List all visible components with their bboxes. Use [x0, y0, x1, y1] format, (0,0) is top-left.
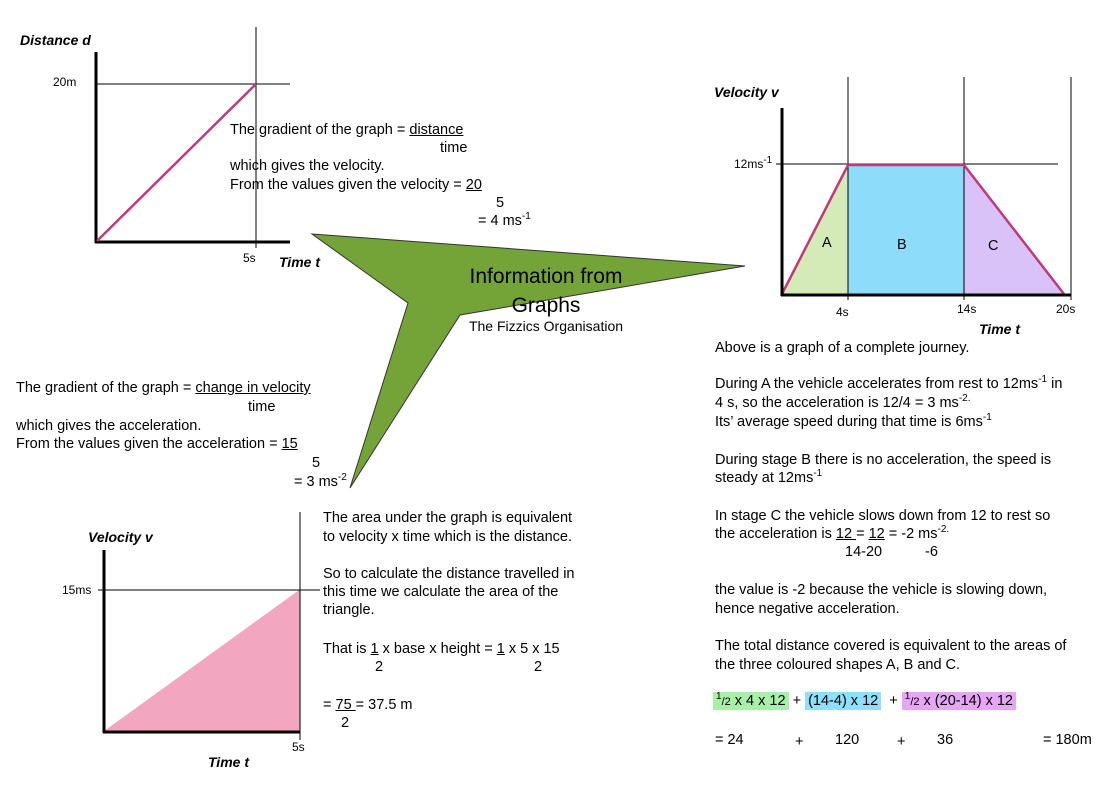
text3-p2c: triangle.: [323, 602, 375, 618]
text4-p3-line2: the acceleration is 12 = 12 = -2 $ms^{-2.}$: [715, 524, 950, 542]
text3-p2b: this time we calculate the area of the: [323, 584, 559, 600]
text4-p3-line1: In stage C the vehicle slows down from 12 to rest so: [715, 508, 1051, 524]
text3-denominator-a: 2: [375, 659, 384, 675]
text2-result: = 3 $ms^{-2}$: [294, 472, 347, 490]
text4-p1-line2: 4 s, so the acceleration is 12/4 = 3 $ms^{-2.}$: [715, 393, 971, 411]
result-total: = 180m: [1043, 732, 1092, 748]
term-c: $^1$/2 x (20-14) x 12: [902, 692, 1016, 710]
result-plus-2: +: [897, 734, 906, 750]
text1-line1: The gradient of the graph = distance: [230, 122, 464, 138]
term-a: $^1$/2 x 4 x 12: [713, 692, 789, 710]
region-c-label: C: [988, 238, 999, 254]
graph3-y-axis-label: Velocity v: [714, 84, 779, 100]
title-line-1: Information from: [469, 265, 623, 288]
title-line-2: Graphs: [511, 294, 581, 317]
text4-p2-line1: During stage B there is no acceleration, the speed is: [715, 452, 1052, 468]
region-b: [848, 165, 964, 294]
text4-p5-line1: The total distance covered is equivalent to the areas of: [715, 638, 1067, 654]
text4-denominator-b: -6: [925, 544, 938, 560]
plus-1: +: [792, 693, 802, 709]
graph1-y-tick: 20m: [53, 75, 77, 89]
result-2: 120: [835, 732, 860, 748]
term-b: (14-4) x 12: [805, 692, 881, 710]
text1-denominator2: 5: [496, 195, 505, 211]
text1-denominator: time: [440, 140, 468, 156]
graph2-x-tick: 5s: [292, 740, 305, 754]
graph3-x-tick-2: 14s: [957, 302, 977, 316]
text2-denominator: time: [248, 399, 276, 415]
text4-p4-line1: the value is -2 because the vehicle is slowing down,: [715, 582, 1048, 598]
text1-line3: From the values given the velocity = 20: [230, 177, 482, 193]
text4-p0: Above is a graph of a complete journey.: [715, 340, 970, 356]
graph3-y-tick: $12ms^{-1}$: [734, 155, 773, 171]
result-plus-1: +: [795, 734, 804, 750]
result-1: = 24: [715, 732, 744, 748]
text1-line2: which gives the velocity.: [230, 158, 385, 174]
graph2-y-tick: 15ms: [62, 583, 92, 597]
text2-line1: The gradient of the graph = change in velocity: [16, 380, 311, 396]
graph1-x-axis-label: Time t: [279, 254, 320, 270]
text3-denominator-c: 2: [341, 715, 350, 731]
region-b-label: B: [897, 237, 907, 253]
text2-line3: From the values given the acceleration = 15: [16, 436, 298, 452]
text2-denominator2: 5: [312, 455, 321, 471]
velocity-triangle-graph: [98, 512, 320, 740]
text3-p1b: to velocity x time which is the distance.: [323, 529, 573, 545]
text4-denominator-a: 14-20: [845, 544, 883, 560]
text4-p1-line1: During A the vehicle accelerates from rest to $12ms^{-1}$ in: [715, 374, 1063, 392]
text4-p4-line2: hence negative acceleration.: [715, 601, 900, 617]
text4-p5-line2: the three coloured shapes A, B and C.: [715, 657, 961, 673]
journey-graph: [776, 77, 1071, 300]
result-3: 36: [937, 732, 954, 748]
text3-denominator-b: 2: [534, 659, 543, 675]
graph3-x-tick-3: 20s: [1056, 302, 1076, 316]
text3-p3: That is 1 x base x height = 1 x 5 x 15: [323, 641, 560, 657]
graph2-y-axis-label: Velocity v: [88, 529, 153, 545]
graph2-x-axis-label: Time t: [208, 754, 249, 770]
region-a-label: A: [822, 235, 832, 251]
graph1-x-tick: 5s: [243, 251, 256, 265]
plus-2: +: [889, 693, 898, 709]
text2-line2: which gives the acceleration.: [16, 418, 202, 434]
text1-result: = 4 $ms^{-1}$: [478, 211, 531, 229]
text4-p1-line3: Its’ average speed during that time is $6ms^{-1}$: [715, 412, 992, 430]
text3-p4: = 75 = 37.5 m: [323, 697, 413, 713]
page-title: [446, 262, 646, 320]
graph3-x-axis-label: Time t: [979, 321, 1020, 337]
equation-row: [713, 692, 1016, 711]
text4-p2-line2: steady at $12ms^{-1}$: [715, 468, 823, 486]
organisation-name: The Fizzics Organisation: [468, 318, 624, 334]
text3-p2a: So to calculate the distance travelled in: [323, 566, 575, 582]
graph3-x-tick-1: 4s: [836, 305, 849, 319]
graph1-y-axis-label: Distance d: [20, 32, 91, 48]
text3-p1a: The area under the graph is equivalent: [323, 510, 573, 526]
